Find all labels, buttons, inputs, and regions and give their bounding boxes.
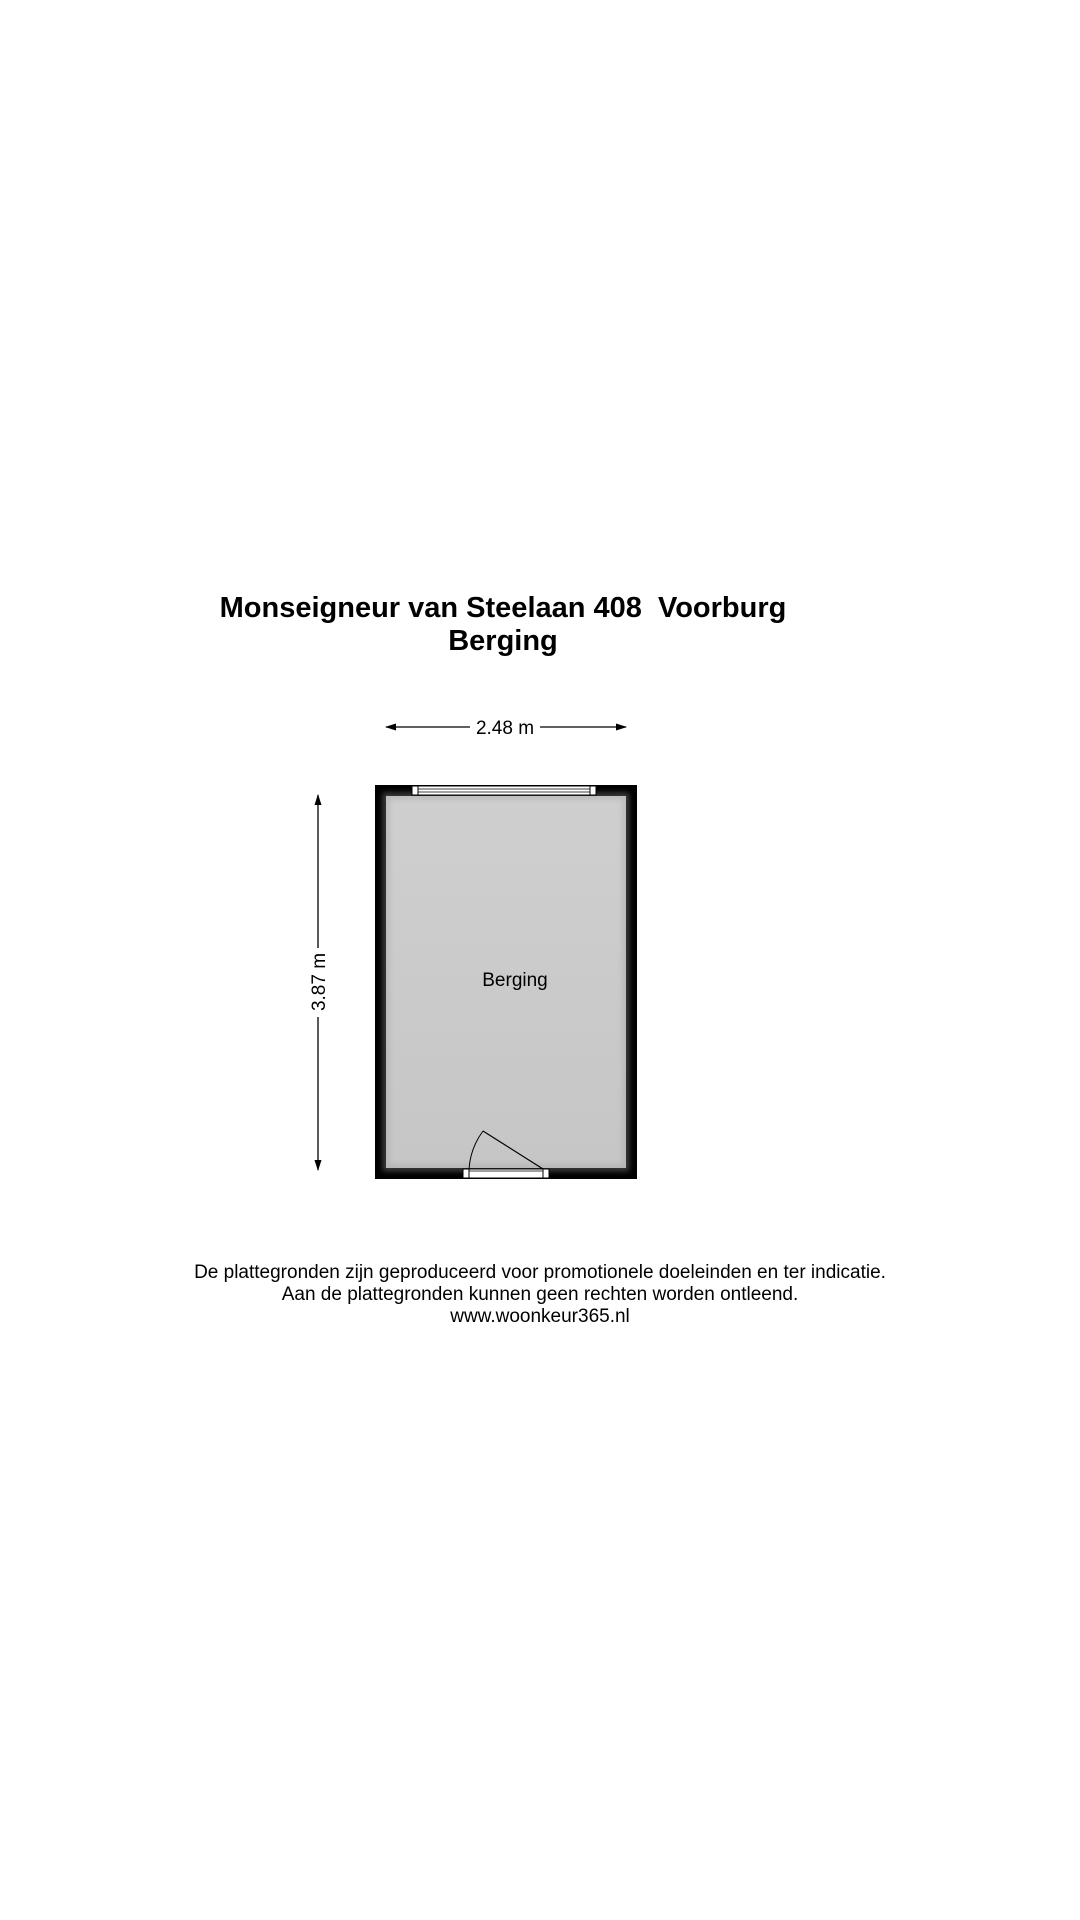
width-label: 2.48 m — [475, 718, 535, 739]
height-label: 3.87 m — [309, 952, 330, 1012]
window — [412, 786, 596, 795]
height-dimension — [309, 794, 330, 1171]
room-berging — [375, 785, 637, 1179]
width-dimension — [385, 718, 627, 739]
plan-title-address: Monseigneur van Steelaan 408 Voorburg — [219, 592, 787, 624]
arrow-left-icon — [385, 724, 396, 731]
arrow-down-icon — [315, 1160, 322, 1171]
website-link[interactable]: www.woonkeur365.nl — [450, 1306, 630, 1327]
plan-title-floor: Berging — [448, 625, 558, 657]
arrow-up-icon — [315, 794, 322, 805]
disclaimer-line-1: De plattegronden zijn geproduceerd voor promotionele doeleinden en ter indicatie. — [194, 1262, 886, 1283]
disclaimer-line-2: Aan de plattegronden kunnen geen rechten worden ontleend. — [281, 1284, 799, 1305]
arrow-right-icon — [616, 724, 627, 731]
room-label-berging: Berging — [482, 970, 548, 991]
